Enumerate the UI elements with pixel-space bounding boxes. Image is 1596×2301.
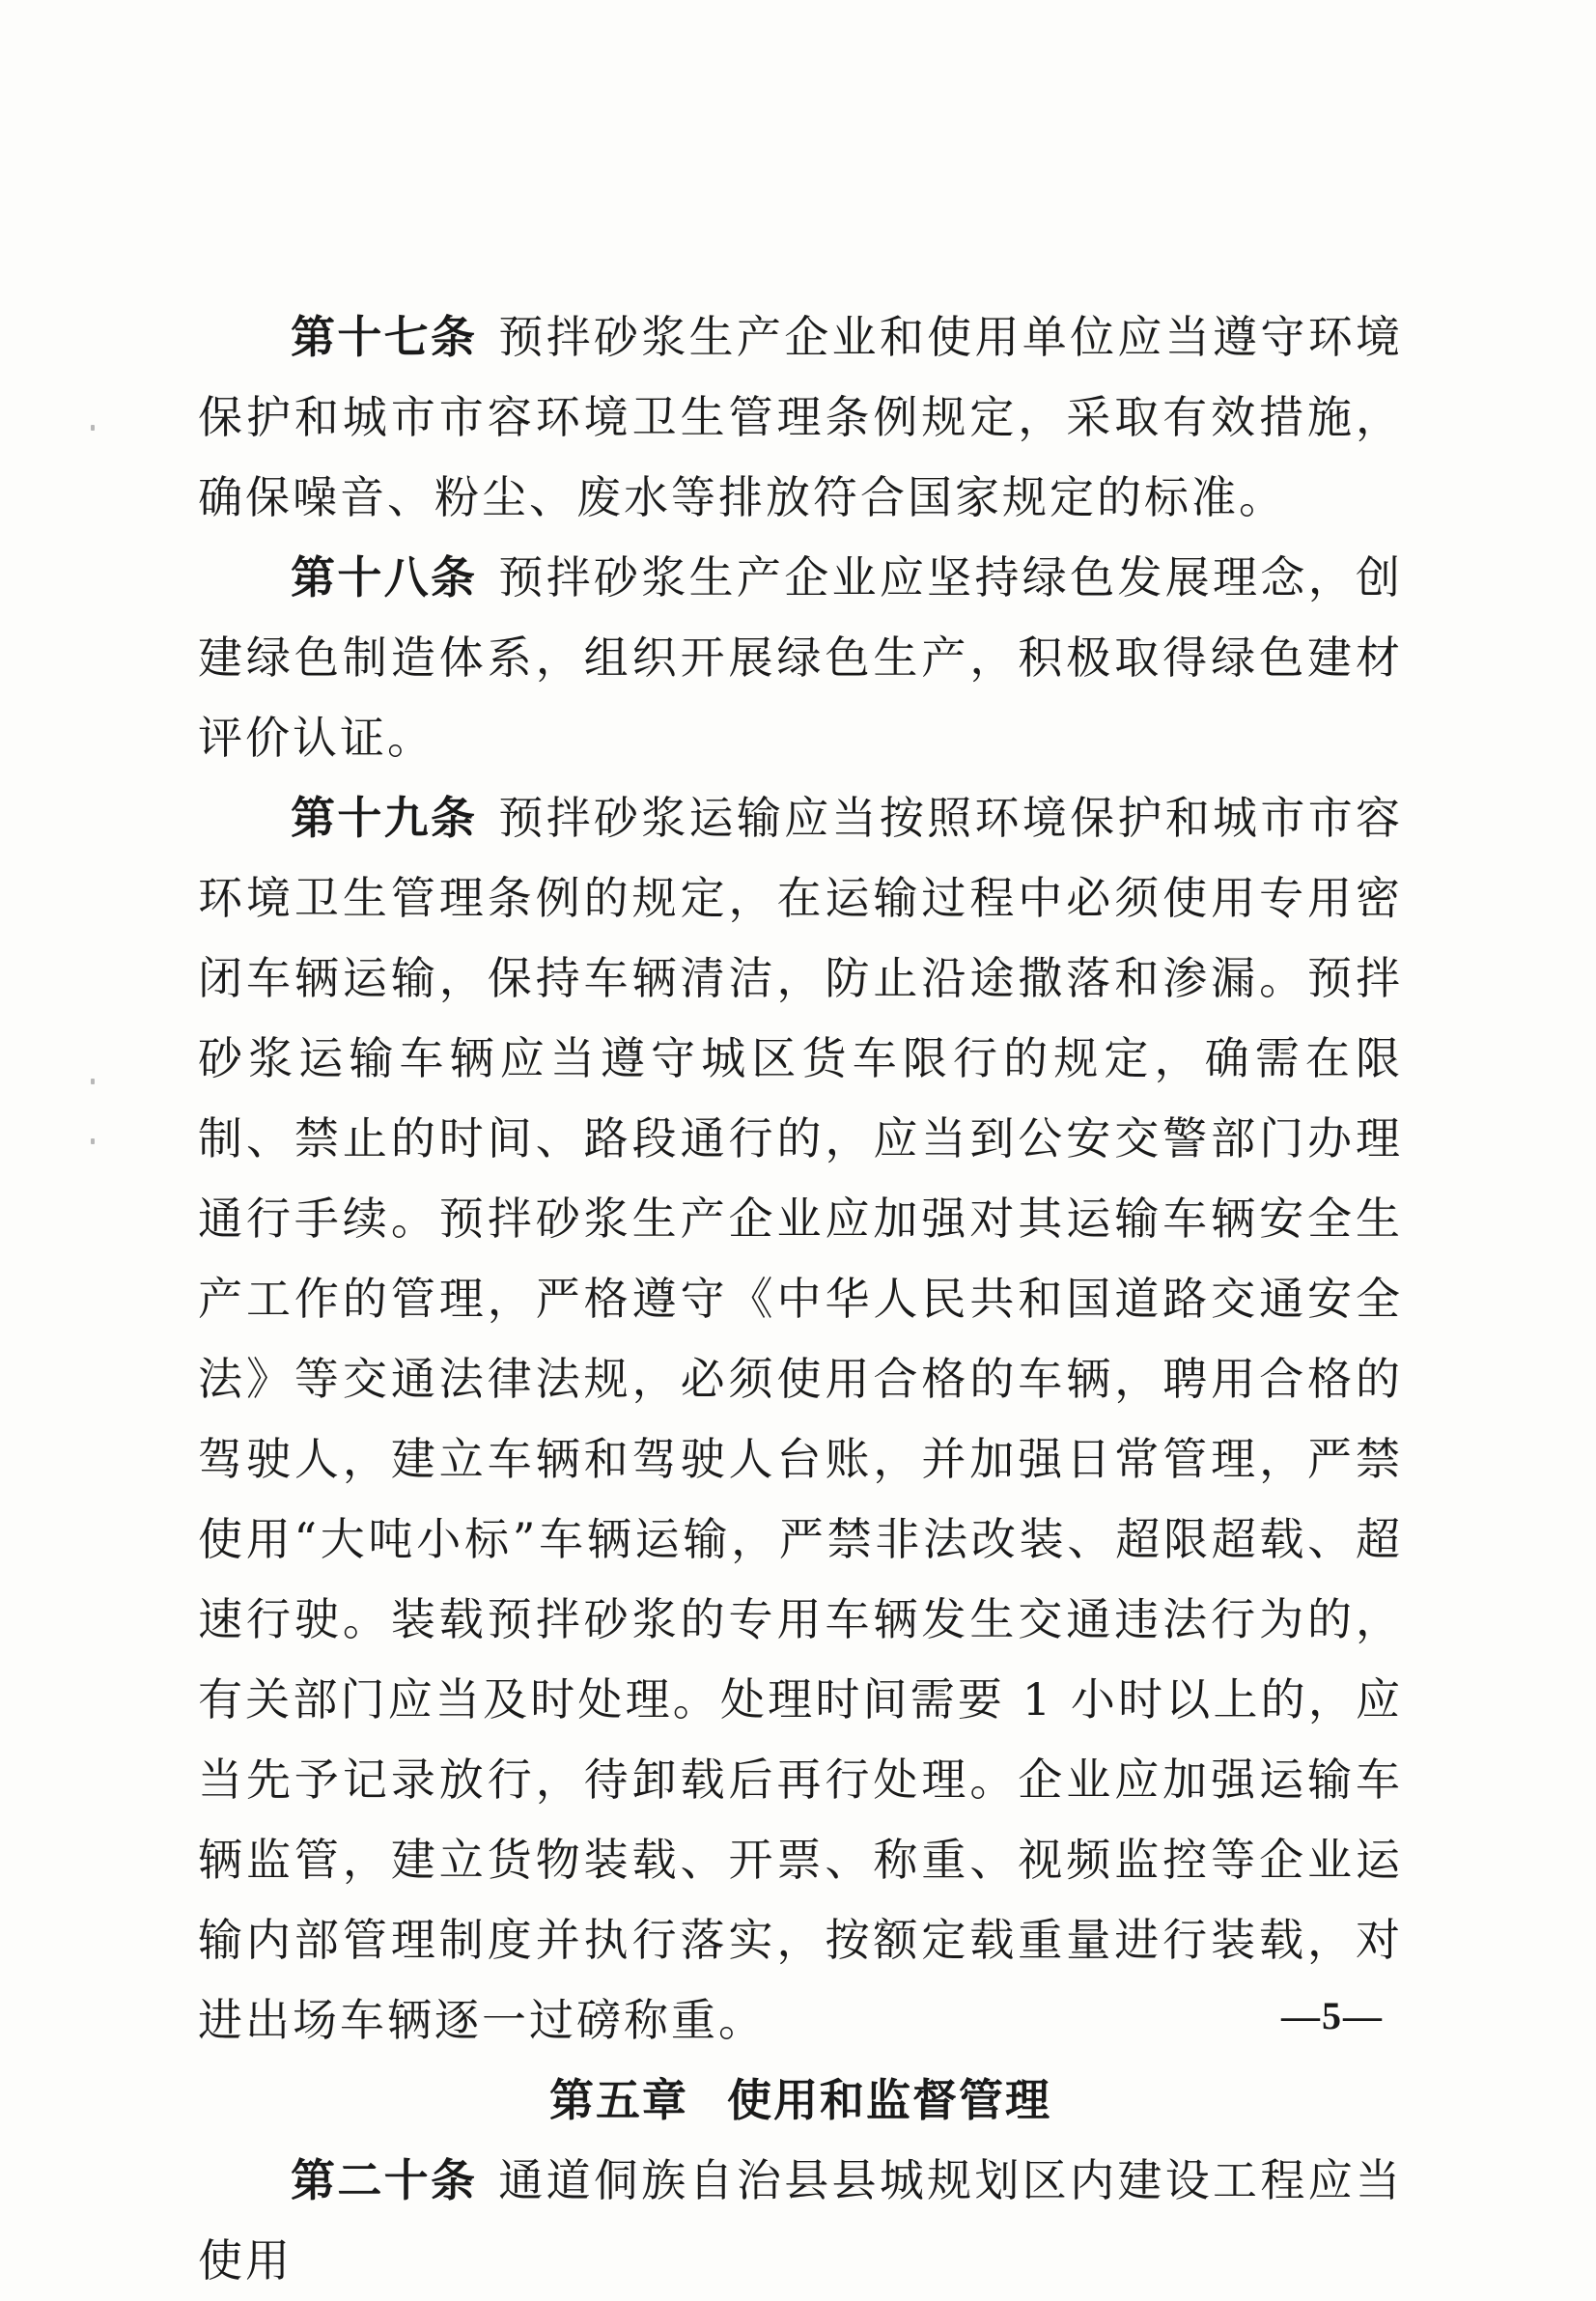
article-text: 预拌砂浆运输应当按照环境保护和城市市容环境卫生管理条例的规定，在运输过程中必须使用专用密闭车辆运输，保持车辆清洁，防止沿途撒落和渗漏。预拌砂浆运输车辆应当遵守城区货车限行的规定，确需在限制、禁止的时间、路段通行的，应当到公安交警部门办理通行手续。预拌砂浆生产企业应加强对其运输车辆安全生产工作的管理，严格遵守《中华人民共和国道路交通安全法》等交通法律法规，必须使用合格的车辆，聘用合格的驾驶人，建立车辆和驾驶人台账，并加强日常管理，严禁使用“大吨小标”车辆运输，严禁非法改装、超限超载、超速行驶。装载预拌砂浆的专用车辆发生交通违法行为的，有关部门应当及时处理。处理时间需要 1 小时以上的，应当先予记录放行，待卸载后再行处理。企业应加强运输车辆监管，建立货物装载、开票、称重、视频监控等企业运输内部管理制度并执行落实，按额定载重量进行装载，对进出场车辆逐一过磅称重。 [198, 792, 1404, 2046]
chapter-heading [198, 2061, 1403, 2141]
article-19 [198, 778, 1403, 2061]
article-label: 第十九条 [291, 792, 478, 844]
document-body [198, 297, 1403, 2301]
article-text: 通道侗族自治县县城规划区内建设工程应当使用 [198, 2154, 1404, 2287]
article-18 [198, 538, 1403, 778]
chapter-title: 使用和监督管理 [727, 2074, 1051, 2126]
article-text: 预拌砂浆生产企业和使用单位应当遵守环境保护和城市市容环境卫生管理条例规定，采取有效措施，确保噪音、粉尘、废水等排放符合国家规定的标准。 [198, 311, 1404, 523]
article-label: 第十七条 [291, 311, 478, 363]
page-number: —5— [1281, 1994, 1384, 2037]
scan-artifact-mark [91, 1079, 95, 1084]
article-text: 预拌砂浆生产企业应坚持绿色发展理念，创建绿色制造体系，组织开展绿色生产，积极取得绿色建材评价认证。 [198, 551, 1404, 764]
article-20 [198, 2141, 1403, 2301]
article-17 [198, 297, 1403, 538]
article-label: 第十八条 [291, 551, 478, 603]
scan-artifact-mark [91, 1138, 95, 1144]
article-label: 第二十条 [291, 2154, 478, 2206]
scan-artifact-mark [91, 425, 95, 431]
chapter-number: 第五章 [549, 2074, 688, 2126]
